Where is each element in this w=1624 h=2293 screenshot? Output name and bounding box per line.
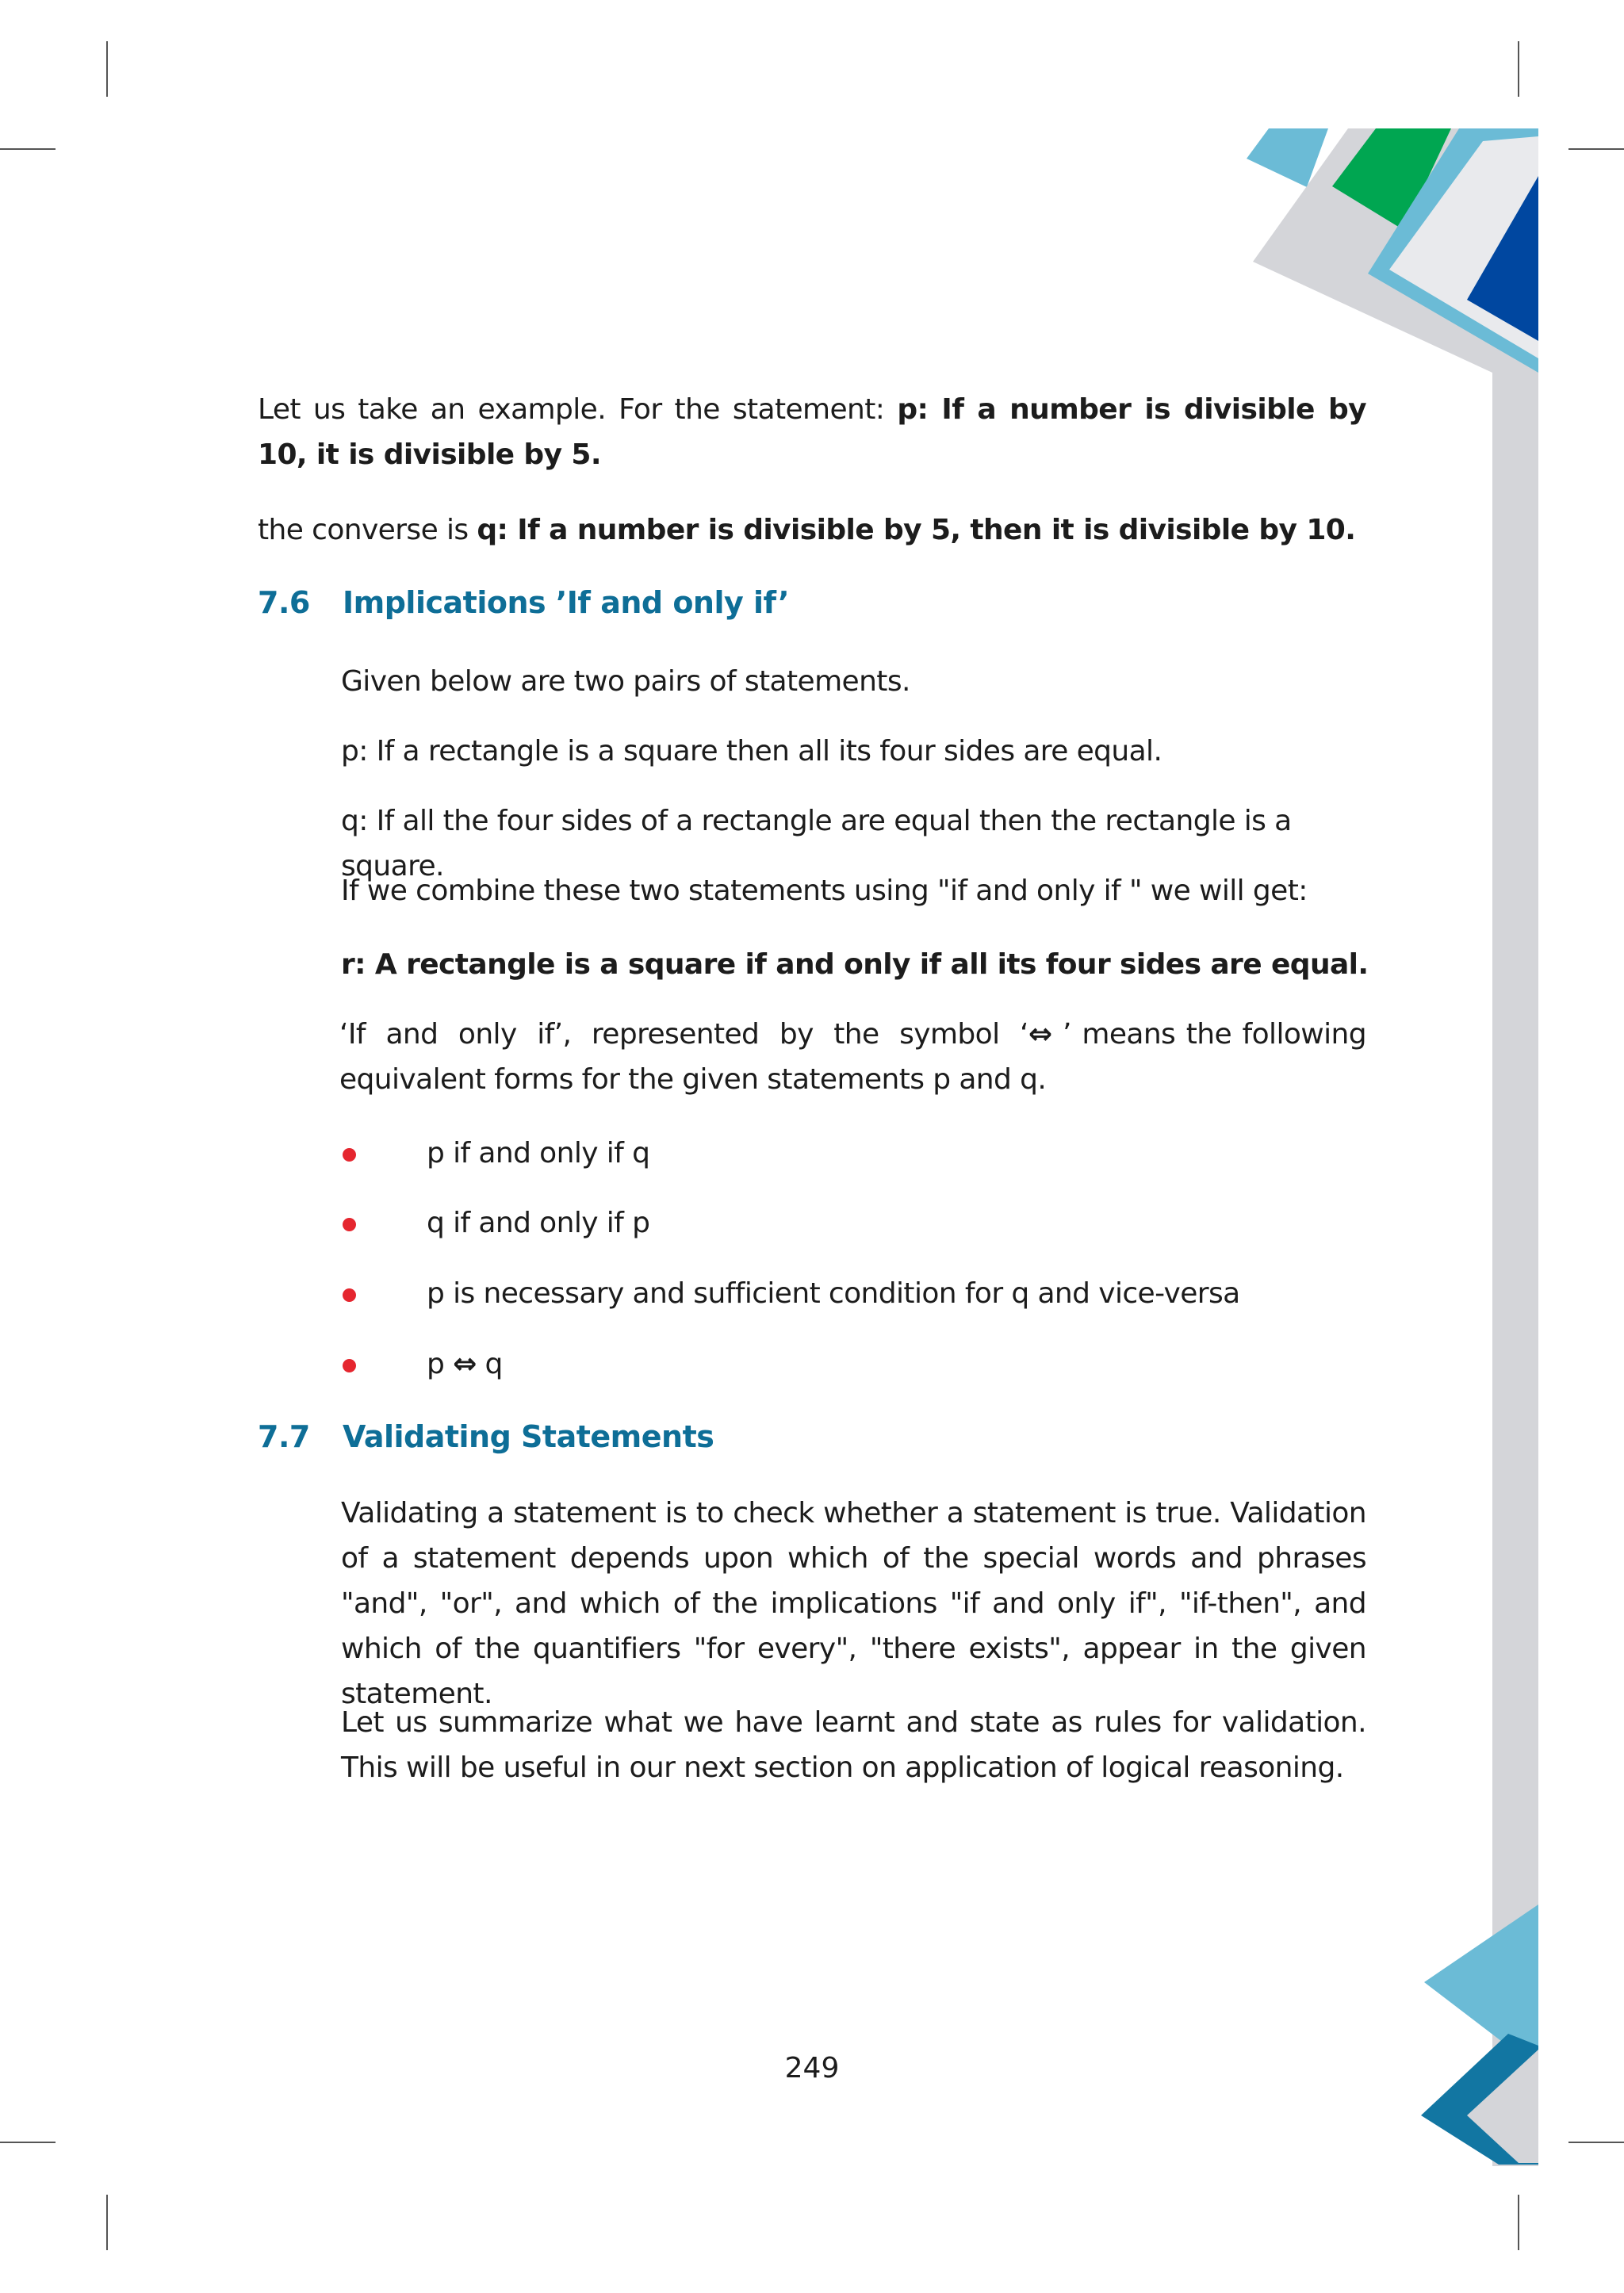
- p-statement: p: If a number is divisible by 10, it is divisible by 5.: [258, 393, 1366, 471]
- list-item: q if and only if p: [427, 1207, 650, 1239]
- converse-paragraph: [258, 507, 1384, 553]
- bullet-dot: [343, 1359, 356, 1372]
- symbol-paragraph: [339, 1012, 1366, 1102]
- converse-text: the converse is: [258, 514, 477, 546]
- bullet-dot: [343, 1218, 356, 1231]
- bottom-corner-shapes: [1421, 1904, 1538, 2165]
- r-statement-text: r: A rectangle is a square if and only if all its four sides are equal.: [341, 948, 1369, 981]
- bullet-dot: [343, 1288, 356, 1302]
- section-number: 7.6: [258, 585, 310, 620]
- intro-paragraph: [258, 387, 1366, 477]
- top-corner-shapes: [1247, 128, 1538, 381]
- iff-symbol: ⇔: [453, 1348, 477, 1380]
- q-statement: q: If a number is divisible by 5, then it is divisible by 10.: [477, 514, 1356, 546]
- section-title: Validating Statements: [343, 1419, 714, 1454]
- bullet-dot: [343, 1148, 356, 1162]
- paragraph: q: If all the four sides of a rectangle are equal then the rectangle is a square.: [341, 805, 1292, 882]
- paragraph: If we combine these two statements using "if and only if " we will get:: [341, 875, 1308, 907]
- sidebar-strip: [1492, 349, 1538, 2166]
- paragraph: Validating a statement is to check whether a statement is true. Validation of a statement depends upon which of the special words and phrases "and", "or", and which of the implications "if and only if", "if-then", and which of the quantifiers "for every", "there exists", appear in the given statement.: [341, 1497, 1366, 1710]
- paragraph: p: If a rectangle is a square then all its four sides are equal.: [341, 735, 1162, 768]
- r-statement: [341, 942, 1396, 987]
- section-number: 7.7: [258, 1419, 310, 1454]
- list-item: p is necessary and sufficient condition for q and vice-versa: [427, 1277, 1240, 1310]
- section-title: Implications ’If and only if’: [343, 585, 790, 620]
- symbol-text-after: ’ means the following equivalent forms for the given statements p and q.: [339, 1018, 1366, 1096]
- symbol-text-before: ‘If and only if’, represented by the symbol ‘: [339, 1018, 1028, 1051]
- paragraph: Let us summarize what we have learnt and state as rules for validation. This will be useful in our next section on application of logical reasoning.: [341, 1706, 1366, 1784]
- page-number: 249: [784, 2052, 840, 2084]
- paragraph: Given below are two pairs of statements.: [341, 665, 910, 698]
- intro-text: Let us take an example. For the statement:: [258, 393, 898, 426]
- list-item: p if and only if q: [427, 1137, 650, 1169]
- list-item: [427, 1342, 1378, 1387]
- iff-symbol: ⇔: [1028, 1018, 1052, 1051]
- list-item-q: q: [476, 1348, 503, 1380]
- list-item-p: p: [427, 1348, 454, 1380]
